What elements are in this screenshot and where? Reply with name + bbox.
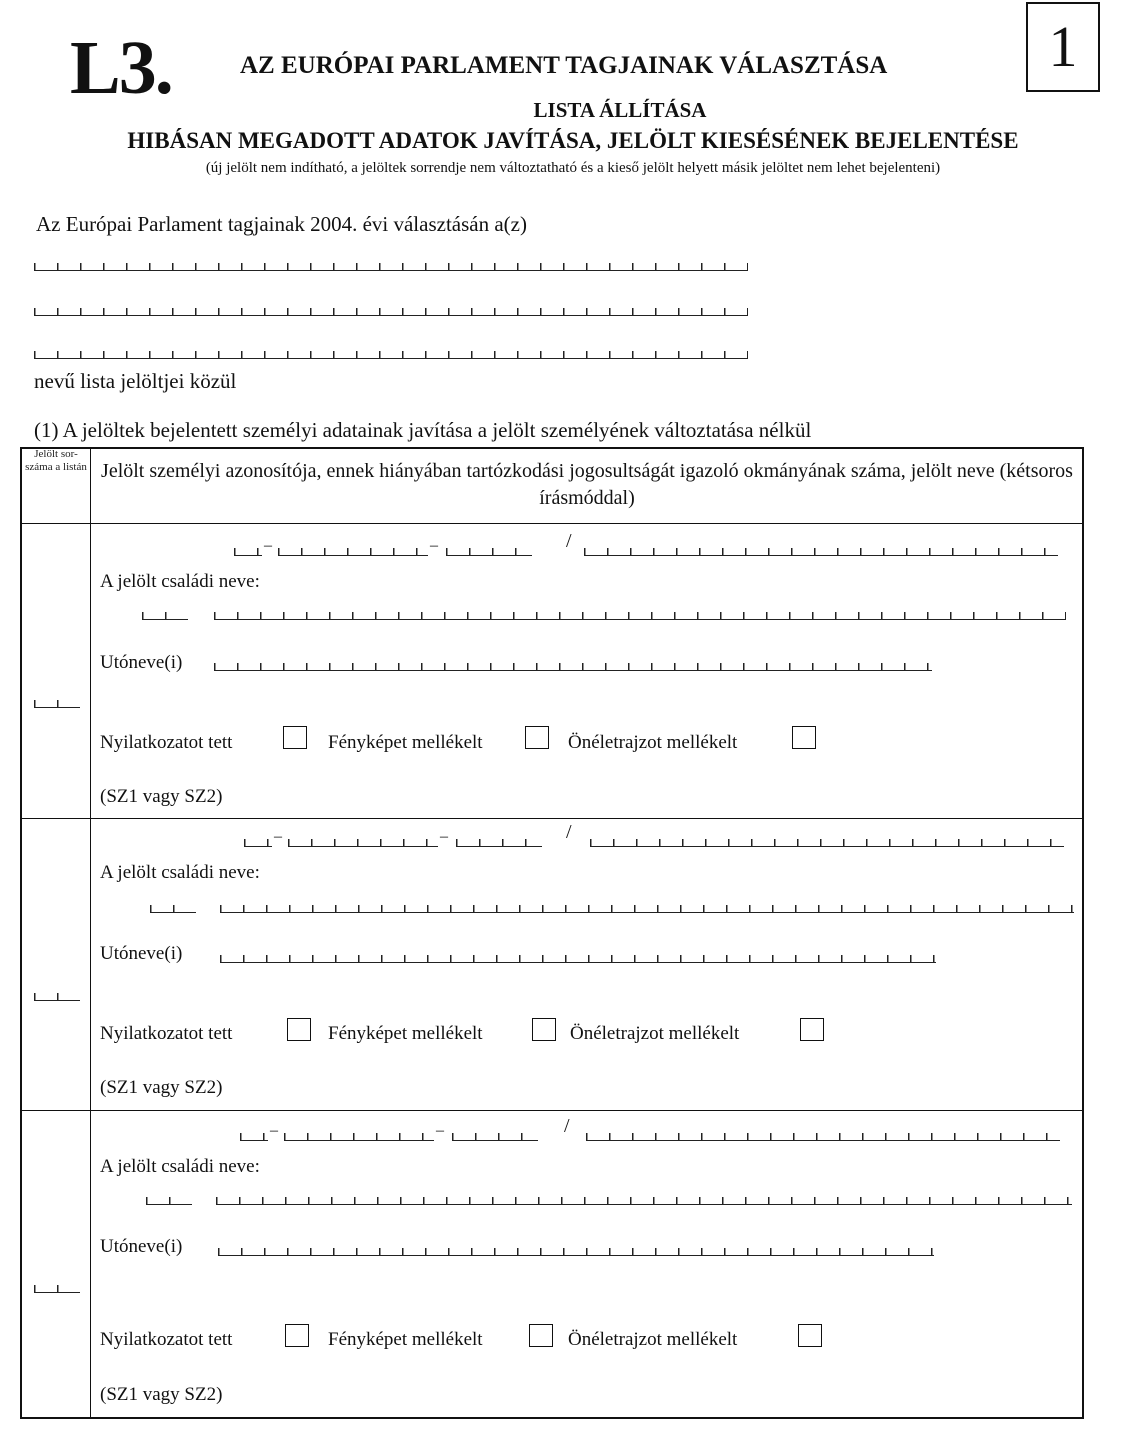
declaration-label: Nyilatkozatot tett — [100, 732, 233, 753]
page-number-box: 1 — [1026, 2, 1100, 92]
given-name-field[interactable] — [218, 1248, 934, 1256]
form-code: L3. — [70, 26, 172, 110]
id-field-part-2[interactable] — [288, 839, 438, 847]
position-field[interactable] — [34, 1285, 80, 1293]
id-field-part-3[interactable] — [452, 1133, 538, 1141]
cv-checkbox[interactable] — [798, 1324, 822, 1347]
id-field-part-1[interactable] — [244, 839, 272, 847]
position-field[interactable] — [34, 993, 80, 1001]
family-name-field[interactable] — [220, 905, 1074, 913]
family-name-prefix-field[interactable] — [146, 1197, 192, 1205]
id-slash: / — [566, 821, 572, 843]
form-note: (új jelölt nem indítható, a jelöltek sorrendje nem változtatható és a kieső jelölt helyett másik jelöltet nem lehet bejelenteni) — [205, 160, 941, 176]
given-name-field[interactable] — [220, 955, 936, 963]
list-name-field-1[interactable] — [34, 263, 748, 271]
table-row-divider — [20, 1110, 1084, 1111]
list-name-field-3[interactable] — [34, 351, 748, 359]
family-name-field[interactable] — [216, 1197, 1072, 1205]
cv-label: Önéletrajzot mellékelt — [570, 1023, 740, 1044]
document-number-field[interactable] — [586, 1133, 1060, 1141]
id-field-part-1[interactable] — [234, 548, 262, 556]
sz-note: (SZ1 vagy SZ2) — [100, 1077, 223, 1098]
declaration-label: Nyilatkozatot tett — [100, 1329, 233, 1350]
id-field-part-3[interactable] — [446, 548, 532, 556]
table-header-divider — [20, 523, 1084, 524]
intro-text: Az Európai Parlament tagjainak 2004. évi választásán a(z) — [36, 212, 527, 236]
form-subtitle-correction: HIBÁSAN MEGADOTT ADATOK JAVÍTÁSA, JELÖLT KIESÉSÉNEK BEJELENTÉSE — [127, 128, 1019, 153]
photo-label: Fényképet mellékelt — [328, 732, 483, 753]
given-name-field[interactable] — [214, 663, 932, 671]
family-name-label: A jelölt családi neve: — [100, 862, 260, 883]
given-name-label: Utóneve(i) — [100, 943, 183, 964]
cv-label: Önéletrajzot mellékelt — [568, 732, 738, 753]
after-text: nevű lista jelöltjei közül — [34, 369, 237, 393]
photo-checkbox[interactable] — [525, 726, 549, 749]
sz-note: (SZ1 vagy SZ2) — [100, 786, 223, 807]
id-dash: – — [270, 1122, 278, 1139]
form-title: AZ EURÓPAI PARLAMENT TAGJAINAK VÁLASZTÁSA — [240, 52, 888, 79]
family-name-prefix-field[interactable] — [142, 612, 188, 620]
id-dash: – — [430, 537, 438, 554]
family-name-field[interactable] — [214, 612, 1066, 620]
given-name-label: Utóneve(i) — [100, 652, 183, 673]
id-dash: – — [264, 537, 272, 554]
list-name-field-2[interactable] — [34, 308, 748, 316]
id-field-part-2[interactable] — [284, 1133, 434, 1141]
declaration-checkbox[interactable] — [283, 726, 307, 749]
id-slash: / — [566, 530, 572, 552]
id-dash: – — [274, 828, 282, 845]
position-field[interactable] — [34, 700, 80, 708]
document-number-field[interactable] — [584, 548, 1058, 556]
id-dash: – — [436, 1122, 444, 1139]
cv-checkbox[interactable] — [800, 1018, 824, 1041]
family-name-prefix-field[interactable] — [150, 905, 196, 913]
id-field-part-2[interactable] — [278, 548, 428, 556]
column-header-position: Jelölt sor-száma a listán — [25, 448, 87, 473]
declaration-label: Nyilatkozatot tett — [100, 1023, 233, 1044]
photo-checkbox[interactable] — [532, 1018, 556, 1041]
family-name-label: A jelölt családi neve: — [100, 571, 260, 592]
form-subtitle-list: LISTA ÁLLÍTÁSA — [533, 98, 707, 122]
cv-label: Önéletrajzot mellékelt — [568, 1329, 738, 1350]
id-slash: / — [564, 1115, 570, 1137]
sz-note: (SZ1 vagy SZ2) — [100, 1384, 223, 1405]
photo-label: Fényképet mellékelt — [328, 1023, 483, 1044]
table-row-divider — [20, 818, 1084, 819]
family-name-label: A jelölt családi neve: — [100, 1156, 260, 1177]
id-dash: – — [440, 828, 448, 845]
id-field-part-3[interactable] — [456, 839, 542, 847]
column-header-candidate: Jelölt személyi azonosítója, ennek hiányában tartózkodási jogosultságát igazoló okmányának száma, jelölt neve (kétsoros írásmóddal) — [101, 460, 1073, 509]
declaration-checkbox[interactable] — [285, 1324, 309, 1347]
declaration-checkbox[interactable] — [287, 1018, 311, 1041]
photo-label: Fényképet mellékelt — [328, 1329, 483, 1350]
section-title: (1) A jelöltek bejelentett személyi adatainak javítása a jelölt személyének változtatása nélkül — [34, 418, 812, 442]
photo-checkbox[interactable] — [529, 1324, 553, 1347]
given-name-label: Utóneve(i) — [100, 1236, 183, 1257]
cv-checkbox[interactable] — [792, 726, 816, 749]
id-field-part-1[interactable] — [240, 1133, 268, 1141]
table-column-divider — [90, 447, 91, 1419]
document-number-field[interactable] — [590, 839, 1064, 847]
